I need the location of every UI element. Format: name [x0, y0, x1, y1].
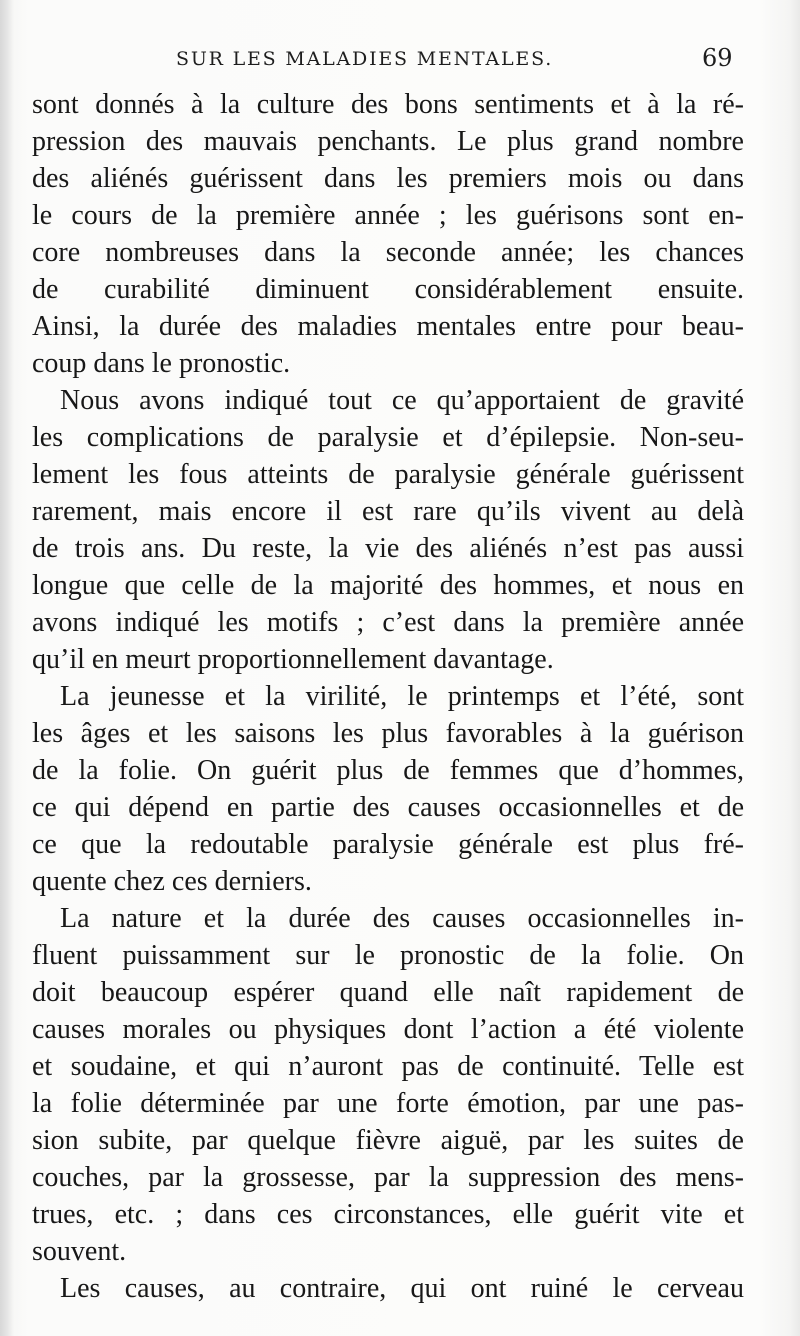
text-line: souvent.	[32, 1236, 127, 1267]
text-line: Les causes, au contraire, qui ont ruiné le cerveau	[60, 1273, 744, 1304]
text-line: sion subite, par quelque fièvre aiguë, par les suites de	[32, 1125, 744, 1156]
text-line: ce qui dépend en partie des causes occasionnelles et de	[32, 792, 744, 823]
page-gutter-shadow	[0, 0, 14, 1336]
text-line: longue que celle de la majorité des hommes, et nous en	[32, 570, 744, 601]
text-line: fluent puissamment sur le pronostic de la folie. On	[32, 940, 744, 971]
text-line: trues, etc. ; dans ces circonstances, elle guérit vite et	[32, 1199, 744, 1230]
text-line: ce que la redoutable paralysie générale est plus fré-	[32, 829, 744, 860]
paragraph	[32, 1270, 744, 1307]
text-line: avons indiqué les motifs ; c’est dans la première année	[32, 607, 744, 638]
text-line: de la folie. On guérit plus de femmes que d’hommes,	[32, 755, 744, 786]
text-line: les complications de paralysie et d’épilepsie. Non-seu-	[32, 422, 744, 453]
text-line: La nature et la durée des causes occasionnelles in-	[60, 903, 744, 934]
text-line: lement les fous atteints de paralysie générale guérissent	[32, 459, 744, 490]
text-line: quente chez ces derniers.	[32, 866, 312, 897]
paragraph	[32, 900, 744, 1270]
text-line: doit beaucoup espérer quand elle naît rapidement de	[32, 977, 744, 1008]
text-line: Ainsi, la durée des maladies mentales entre pour beau-	[32, 311, 744, 342]
text-line: les âges et les saisons les plus favorables à la guérison	[32, 718, 744, 749]
text-line: pression des mauvais penchants. Le plus grand nombre	[32, 126, 744, 157]
text-line: de curabilité diminuent considérablement ensuite.	[32, 274, 744, 305]
text-line: sont donnés à la culture des bons sentiments et à la ré-	[32, 89, 744, 120]
paragraph	[32, 86, 744, 382]
text-line: qu’il en meurt proportionnellement davantage.	[32, 644, 554, 675]
text-line: core nombreuses dans la seconde année; les chances	[32, 237, 744, 268]
text-line: La jeunesse et la virilité, le printemps et l’été, sont	[60, 681, 744, 712]
text-line: et soudaine, et qui n’auront pas de continuité. Telle est	[32, 1051, 744, 1082]
text-line: des aliénés guérissent dans les premiers mois ou dans	[32, 163, 744, 194]
text-line: coup dans le pronostic.	[32, 348, 291, 379]
text-line: de trois ans. Du reste, la vie des aliénés n’est pas aussi	[32, 533, 744, 564]
page-number: 69	[702, 44, 733, 72]
text-line: couches, par la grossesse, par la suppression des mens-	[32, 1162, 744, 1193]
page-header	[0, 44, 800, 78]
text-line: rarement, mais encore il est rare qu’ils vivent au delà	[32, 496, 744, 527]
paragraph	[32, 382, 744, 678]
running-title: SUR LES MALADIES MENTALES.	[176, 48, 554, 70]
text-line: Nous avons indiqué tout ce qu’apportaient de gravité	[60, 385, 744, 416]
text-line: le cours de la première année ; les guérisons sont en-	[32, 200, 744, 231]
text-line: la folie déterminée par une forte émotion, par une pas-	[32, 1088, 744, 1119]
text-line: causes morales ou physiques dont l’action a été violente	[32, 1014, 744, 1045]
paragraph	[32, 678, 744, 900]
body-text	[32, 86, 744, 1307]
